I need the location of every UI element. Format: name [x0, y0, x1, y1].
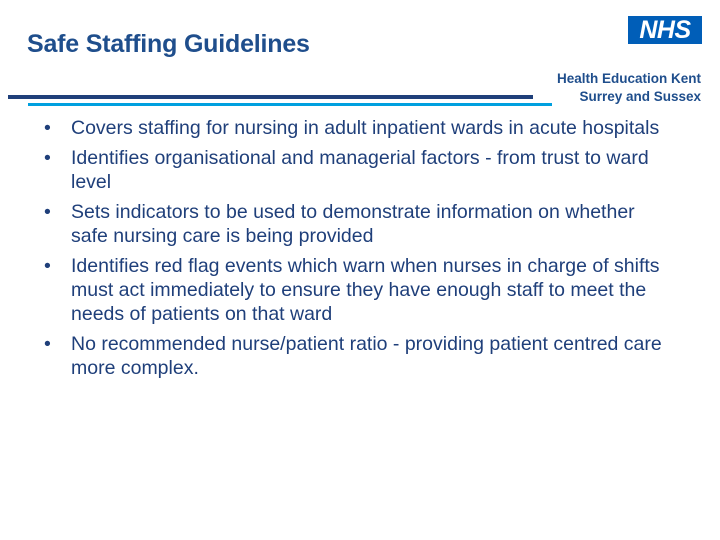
bullet-marker: • — [44, 117, 51, 139]
bullet-text: No recommended nurse/patient ratio - providing patient centred care more complex. — [71, 333, 662, 379]
slide-title: Safe Staffing Guidelines — [27, 30, 310, 58]
bullet-item — [44, 332, 674, 380]
organisation-name — [557, 70, 701, 106]
organisation-name-line-1: Health Education Kent — [556, 71, 701, 86]
nhs-logo-text: NHS — [639, 15, 691, 44]
bullet-item — [44, 146, 674, 194]
bullet-marker: • — [44, 255, 51, 277]
bullet-item — [44, 200, 674, 248]
bullet-text: Covers staffing for nursing in adult inpatient wards in acute hospitals — [71, 117, 660, 139]
bullet-list — [44, 116, 674, 386]
bullet-text: Identifies red flag events which warn when nurses in charge of shifts must act immediately to ensure they have enough staff to meet the needs of patients on that ward — [71, 255, 660, 325]
bullet-marker: • — [44, 333, 51, 355]
header-rule-dark — [8, 95, 533, 99]
bullet-text: Identifies organisational and managerial factors - from trust to ward level — [71, 147, 649, 193]
bullet-marker: • — [44, 147, 51, 169]
bullet-item — [44, 254, 674, 326]
bullet-text: Sets indicators to be used to demonstrate information on whether safe nursing care is being provided — [71, 201, 635, 247]
header-rule-light — [28, 103, 552, 106]
bullet-marker: • — [44, 201, 51, 223]
bullet-item — [44, 116, 674, 140]
organisation-name-line-2: Surrey and Sussex — [579, 89, 701, 104]
nhs-logo — [628, 16, 702, 44]
